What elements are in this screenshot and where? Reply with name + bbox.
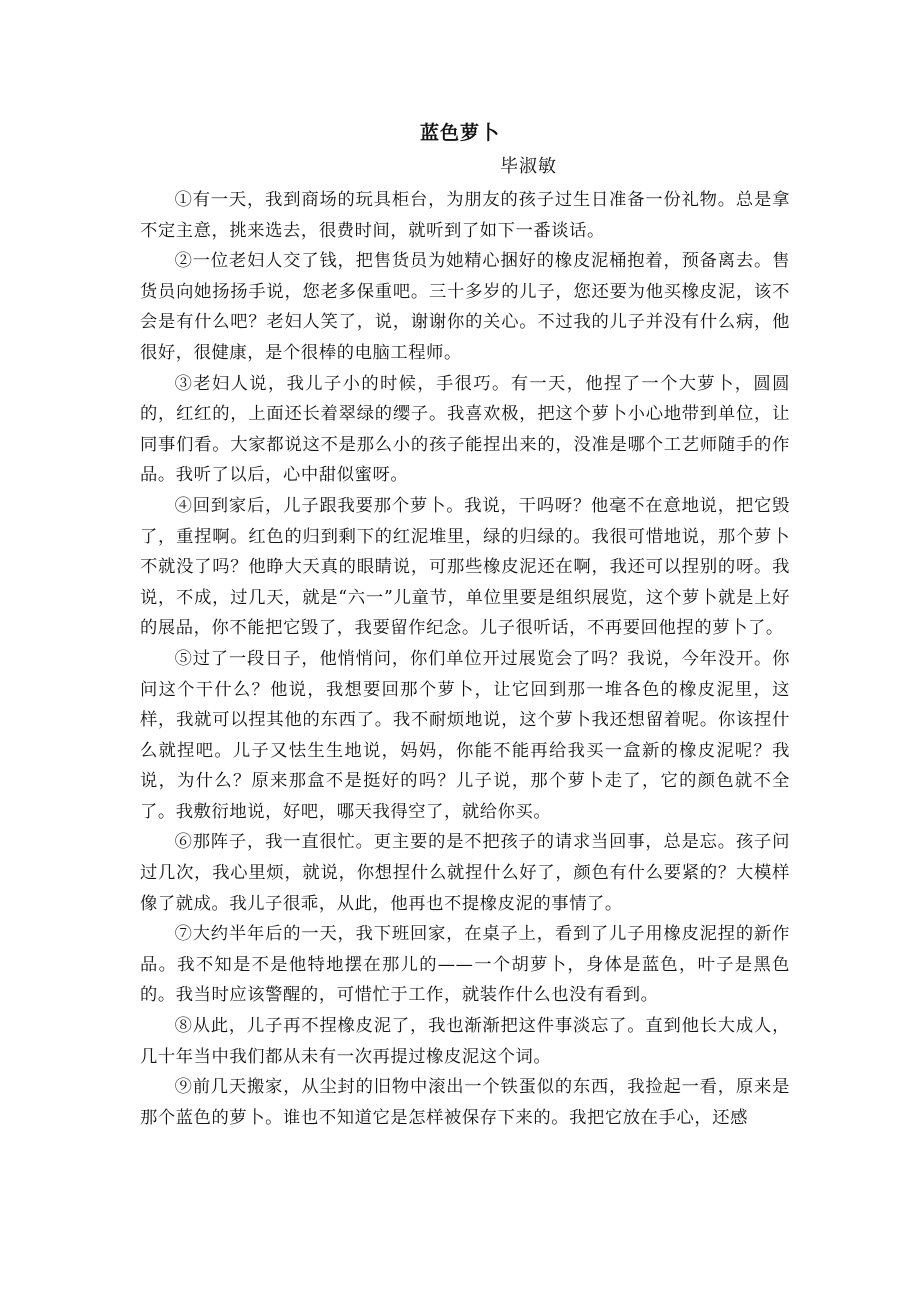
document-title: 蓝色萝卜 — [419, 122, 500, 144]
paragraph-6: ⑥那阵子，我一直很忙。更主要的是不把孩子的请求当回事，总是忘。孩子问过几次，我心里烦，就说，你想捏什么就捏什么好了，颜色有什么要紧的？大模样像了就成。我儿子很乖，从此，他再也不提橡皮泥的事情了。 — [140, 832, 790, 914]
paragraph-1: ①有一天，我到商场的玩具柜台，为朋友的孩子过生日准备一份礼物。总是拿不定主意，挑来选去，很费时间，就听到了如下一番谈话。 — [140, 190, 790, 241]
document-body — [140, 185, 790, 1133]
paragraph-9: ⑨前几天搬家，从尘封的旧物中滚出一个铁蛋似的东西，我捡起一看，原来是那个蓝色的萝卜。谁也不知道它是怎样被保存下来的。我把它放在手心，还感 — [140, 1077, 790, 1128]
paragraph-7: ⑦大约半年后的一天，我下班回家，在桌子上，看到了儿子用橡皮泥捏的新作品。我不知是不是他特地摆在那儿的——一个胡萝卜，身体是蓝色，叶子是黑色的。我当时应该警醒的，可惜忙于工作，就装作什么也没有看到。 — [140, 924, 790, 1006]
paragraph-4: ④回到家后，儿子跟我要那个萝卜。我说，干吗呀？他毫不在意地说，把它毁了，重捏啊。红色的归到剩下的红泥堆里，绿的归绿的。我很可惜地说，那个萝卜不就没了吗？他睁大天真的眼睛说，可那些橡皮泥还在啊，我还可以捏别的呀。我说，不成，过几天，就是“六一”儿童节，单位里要是组织展览，这个萝卜就是上好的展品，你不能把它毁了，我要留作纪念。儿子很听话，不再要回他捏的萝卜了。 — [140, 495, 790, 639]
paragraph-2: ②一位老妇人交了钱，把售货员为她精心捆好的橡皮泥桶抱着，预备离去。售货员向她扬扬手说，您老多保重吧。三十多岁的儿子，您还要为他买橡皮泥，该不会是有什么吧？老妇人笑了，说，谢谢你的关心。不过我的儿子并没有什么病，他很好，很健康，是个很棒的电脑工程师。 — [140, 251, 790, 363]
paragraph-8: ⑧从此，儿子再不捏橡皮泥了，我也渐渐把这件事淡忘了。直到他长大成人，几十年当中我们都从未有一次再提过橡皮泥这个词。 — [140, 1016, 790, 1067]
paragraph-3: ③老妇人说，我儿子小的时候，手很巧。有一天，他捏了一个大萝卜，圆圆的，红红的，上面还长着翠绿的缨子。我喜欢极，把这个萝卜小心地带到单位，让同事们看。大家都说这不是那么小的孩子能捏出来的，没准是哪个工艺师随手的作品。我听了以后，心中甜似蜜呀。 — [140, 373, 790, 486]
paragraph-5: ⑤过了一段日子，他悄悄问，你们单位开过展览会了吗？我说，今年没开。你问这个干什么？他说，我想要回那个萝卜，让它回到那一堆各色的橡皮泥里，这样，我就可以捏其他的东西了。我不耐烦地说，这个萝卜我还想留着呢。你该捏什么就捏吧。儿子又怯生生地说，妈妈，你能不能再给我买一盒新的橡皮泥呢？我说，为什么？原来那盒不是挺好的吗？儿子说，那个萝卜走了，它的颜色就不全了。我敷衍地说，好吧，哪天我得空了，就给你买。 — [140, 648, 790, 822]
document-author: 毕淑敏 — [500, 156, 557, 177]
